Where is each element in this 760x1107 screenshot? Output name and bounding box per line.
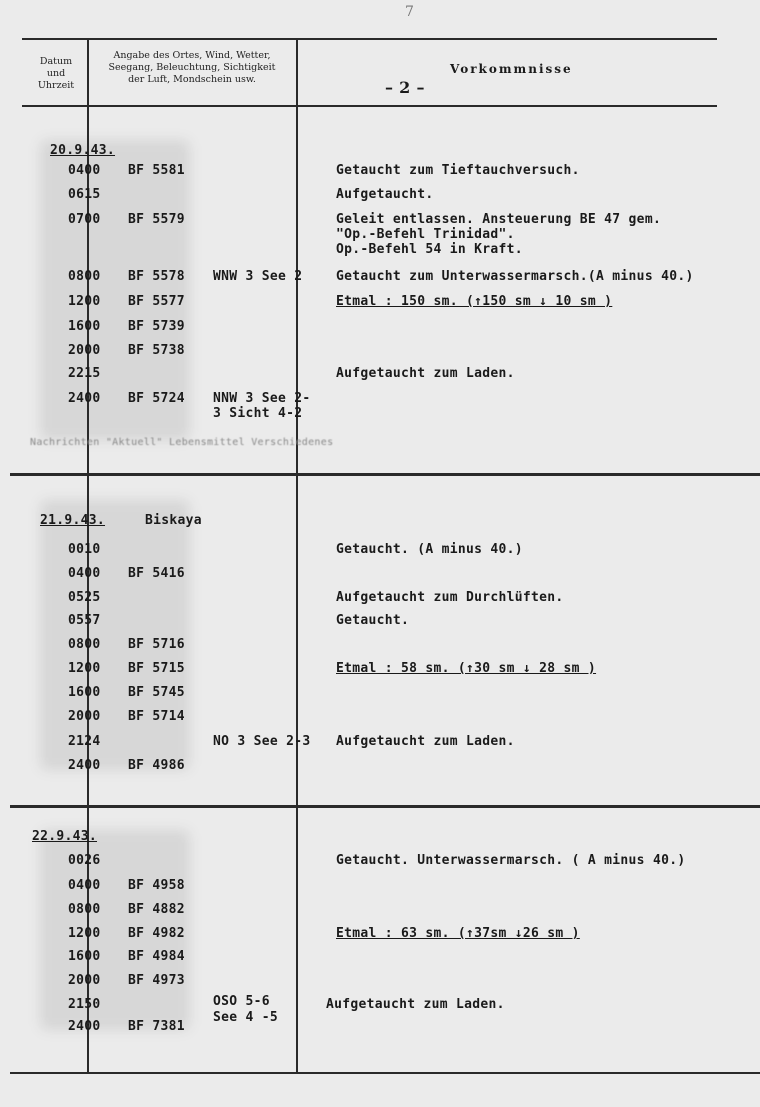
entry-weather: NNW 3 See 2- (213, 391, 311, 406)
entry-position: BF 7381 (128, 1019, 185, 1034)
section-date: 22.9.43. (32, 829, 98, 844)
entry-time: 0615 (68, 187, 101, 202)
column-divider-events (296, 38, 298, 1073)
entry-time: 1600 (68, 319, 101, 334)
entry-time: 1200 (68, 661, 101, 676)
entry-weather: See 4 -5 (213, 1010, 279, 1025)
faint-footnote: Nachrichten "Aktuell" Lebensmittel Verschiedenes (30, 437, 334, 448)
entry-position: BF 5715 (128, 661, 185, 676)
entry-time: 0800 (68, 637, 101, 652)
entry-event: Aufgetaucht zum Durchlüften. (336, 590, 564, 605)
entry-weather: OSO 5-6 (213, 994, 270, 1009)
entry-event: Aufgetaucht zum Laden. (326, 997, 505, 1012)
entry-event: Getaucht zum Unterwassermarsch.(A minus 40.) (336, 269, 694, 284)
entry-position: BF 5745 (128, 685, 185, 700)
section-divider (10, 473, 760, 476)
entry-position: BF 4984 (128, 949, 185, 964)
page-marker: – 2 – (385, 78, 425, 97)
entry-time: 0400 (68, 163, 101, 178)
header-col-date: Datum und Uhrzeit (37, 56, 75, 91)
entry-event: Etmal : 58 sm. (↑30 sm ↓ 28 sm ) (336, 661, 597, 676)
section-date: 21.9.43. (40, 513, 106, 528)
entry-time: 1200 (68, 294, 101, 309)
entry-position: BF 5714 (128, 709, 185, 724)
entry-time: 0557 (68, 613, 101, 628)
entry-time: 2000 (68, 343, 101, 358)
entry-event: Aufgetaucht zum Laden. (336, 734, 515, 749)
entry-event: Geleit entlassen. Ansteuerung BE 47 gem. (336, 212, 662, 227)
section-divider (10, 805, 760, 808)
entry-event: Op.-Befehl 54 in Kraft. (336, 242, 523, 257)
entry-event: Getaucht. (A minus 40.) (336, 542, 523, 557)
entry-time: 1600 (68, 685, 101, 700)
entry-event: Aufgetaucht. (336, 187, 434, 202)
entry-time: 2000 (68, 973, 101, 988)
bottom-rule (10, 1072, 760, 1074)
entry-position: BF 5738 (128, 343, 185, 358)
copy-smudge (40, 500, 190, 770)
entry-time: 2400 (68, 391, 101, 406)
entry-time: 0400 (68, 566, 101, 581)
entry-weather: WNW 3 See 2 (213, 269, 303, 284)
header-bottom-rule (22, 105, 717, 107)
entry-position: BF 5416 (128, 566, 185, 581)
entry-time: 0026 (68, 853, 101, 868)
section-date: 20.9.43. (50, 143, 116, 158)
entry-time: 0800 (68, 902, 101, 917)
entry-weather: NO 3 See 2-3 (213, 734, 311, 749)
entry-position: BF 5577 (128, 294, 185, 309)
entry-position: BF 4982 (128, 926, 185, 941)
entry-event: Getaucht zum Tieftauchversuch. (336, 163, 580, 178)
entry-time: 1600 (68, 949, 101, 964)
entry-time: 0400 (68, 878, 101, 893)
entry-event: "Op.-Befehl Trinidad". (336, 227, 515, 242)
entry-time: 2150 (68, 997, 101, 1012)
entry-event: Getaucht. (336, 613, 410, 628)
entry-position: BF 4986 (128, 758, 185, 773)
header-col-place: Angabe des Ortes, Wind, Wetter, Seegang, Beleuchtung, Sichtigkeit der Luft, Mondschein usw. (108, 50, 276, 85)
entry-position: BF 5724 (128, 391, 185, 406)
entry-event: Etmal : 150 sm. (↑150 sm ↓ 10 sm ) (336, 294, 613, 309)
entry-time: 0010 (68, 542, 101, 557)
header-col-events: Vorkommnisse (450, 62, 573, 76)
entry-time: 2400 (68, 1019, 101, 1034)
entry-time: 1200 (68, 926, 101, 941)
entry-position: BF 5581 (128, 163, 185, 178)
entry-time: 2215 (68, 366, 101, 381)
entry-position: BF 4882 (128, 902, 185, 917)
entry-time: 2400 (68, 758, 101, 773)
entry-position: BF 5579 (128, 212, 185, 227)
entry-time: 0525 (68, 590, 101, 605)
entry-time: 0800 (68, 269, 101, 284)
entry-position: BF 5716 (128, 637, 185, 652)
entry-position: BF 5739 (128, 319, 185, 334)
entry-event: Getaucht. Unterwassermarsch. ( A minus 40.) (336, 853, 686, 868)
section-location-note: Biskaya (145, 513, 202, 528)
entry-time: 2000 (68, 709, 101, 724)
entry-event: Etmal : 63 sm. (↑37sm ↓26 sm ) (336, 926, 580, 941)
header-top-rule (22, 38, 717, 40)
entry-weather: 3 Sicht 4-2 (213, 406, 303, 421)
entry-time: 0700 (68, 212, 101, 227)
entry-event: Aufgetaucht zum Laden. (336, 366, 515, 381)
entry-time: 2124 (68, 734, 101, 749)
entry-position: BF 5578 (128, 269, 185, 284)
entry-position: BF 4973 (128, 973, 185, 988)
entry-position: BF 4958 (128, 878, 185, 893)
page-top-mark: 7 (405, 4, 415, 20)
